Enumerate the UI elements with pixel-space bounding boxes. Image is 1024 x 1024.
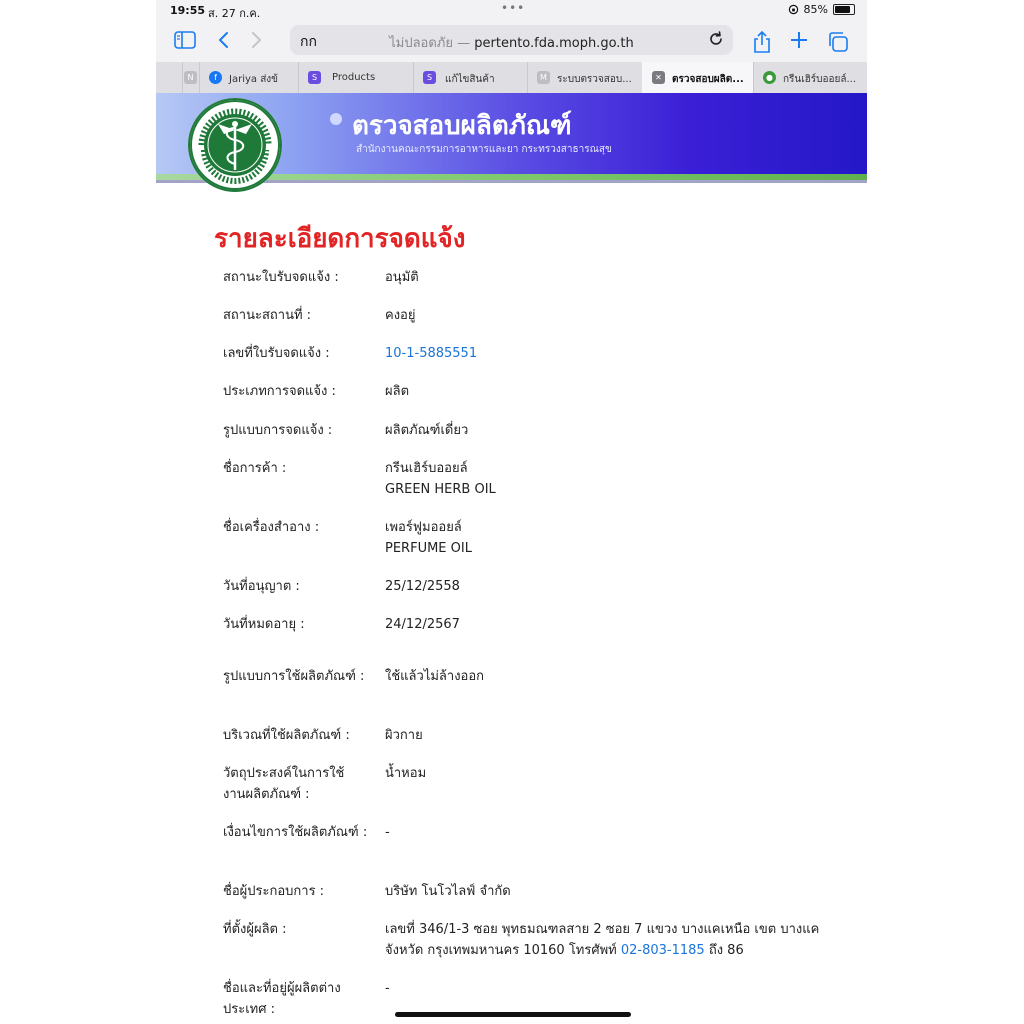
date: ส. 27 ก.ค.	[208, 7, 261, 20]
row-label: บริเวณที่ใช้ผลิตภัณฑ์ :	[223, 728, 350, 743]
row-value	[385, 458, 825, 500]
battery-percent: 85%	[803, 3, 828, 16]
row-label: ชื่อการค้า :	[223, 461, 287, 476]
back-icon[interactable]	[210, 28, 236, 54]
row-value: น้ำหอม	[385, 766, 427, 781]
tab-label: ตรวจสอบผลิต...	[672, 74, 744, 85]
row-label: สถานะสถานที่ :	[223, 308, 312, 323]
notification-number-link[interactable]: 10-1-5885551	[385, 346, 478, 361]
tab-label: แก้ไขสินค้า	[445, 74, 495, 85]
row-value: บริษัท โนโวไลฟ์ จำกัด	[385, 884, 511, 899]
row-value: 25/12/2558	[385, 579, 460, 594]
url-host: pertento.fda.moph.go.th	[474, 36, 634, 51]
banner-title: ตรวจสอบผลิตภัณฑ์	[352, 111, 572, 141]
tab-green-herb[interactable]	[753, 62, 867, 93]
row-label: เลขที่ใบรับจดแจ้ง :	[223, 346, 330, 361]
ipad-screen	[156, 0, 867, 1024]
close-icon[interactable]: ✕	[652, 71, 665, 84]
insecure-label: ไม่ปลอดภัย —	[389, 36, 475, 51]
row-label: วันที่หมดอายุ :	[223, 617, 305, 632]
row-value	[385, 919, 825, 961]
tab-strip	[156, 62, 867, 94]
m-icon: M	[537, 71, 550, 84]
row-value: -	[385, 981, 390, 996]
address-text: เลขที่ 346/1-3 ซอย พุทธมณฑลสาย 2 ซอย 7 แขวง บางแคเหนือ เขต บางแค จังหวัด กรุงเทพมหานคร 10160 โทรศัพท์	[385, 922, 820, 958]
cosmetic-name-english: PERFUME OIL	[385, 541, 472, 556]
tab-products[interactable]	[298, 62, 414, 93]
cosmetic-name-thai: เพอร์ฟูมออยล์	[385, 520, 462, 535]
row-value: ผิวกาย	[385, 728, 423, 743]
reader-button[interactable]: กก	[300, 34, 317, 50]
row-label: รูปแบบการจดแจ้ง :	[223, 423, 333, 438]
trade-name-thai: กรีนเฮิร์บออยล์	[385, 461, 468, 476]
row-label: ที่ตั้งผู้ผลิต :	[223, 922, 287, 937]
sidebar-icon[interactable]	[172, 28, 198, 54]
phone-link[interactable]: 02-803-1185	[620, 943, 705, 958]
address-bar[interactable]	[290, 25, 733, 55]
new-tab-icon[interactable]	[786, 28, 812, 54]
clock: 19:55	[170, 4, 206, 17]
row-label: ชื่อเครื่องสำอาง :	[223, 520, 320, 535]
battery-icon	[833, 4, 855, 15]
row-value: ผลิตภัณฑ์เดี่ยว	[385, 423, 469, 438]
share-icon[interactable]	[749, 28, 775, 54]
page-heading: รายละเอียดการจดแจ้ง	[214, 224, 466, 254]
tab-product-check[interactable]	[642, 62, 754, 93]
site-icon: ●	[763, 71, 776, 84]
tab-label: ระบบตรวจสอบ...	[557, 74, 632, 85]
row-value: 24/12/2567	[385, 617, 460, 632]
detail-row-usage-format	[223, 666, 843, 710]
row-value: ผลิต	[385, 384, 410, 399]
detail-row-purpose	[223, 763, 843, 807]
ministry-seal-logo	[188, 98, 282, 192]
row-label: สถานะใบรับจดแจ้ง :	[223, 270, 339, 285]
tab-label: Jariya ส่งข้	[229, 74, 279, 85]
orientation-lock-icon	[788, 4, 799, 15]
battery-level	[835, 6, 850, 13]
row-value: ใช้แล้วไม่ล้างออก	[385, 669, 485, 684]
status-right	[788, 3, 855, 16]
row-label: ชื่อผู้ประกอบการ :	[223, 884, 325, 899]
banner-dot	[330, 113, 342, 125]
row-label: เงื่อนไขการใช้ผลิตภัณฑ์ :	[223, 825, 368, 840]
row-value: อนุมัติ	[385, 270, 419, 285]
status-bar	[156, 0, 867, 20]
tab-0[interactable]	[156, 62, 183, 93]
facebook-icon: f	[209, 71, 222, 84]
detail-row-cosmetic-name	[223, 517, 843, 561]
tab-label: Products	[332, 72, 376, 83]
row-label: รูปแบบการใช้ผลิตภัณฑ์ :	[223, 669, 365, 684]
multitasking-dots-icon[interactable]: •••	[501, 1, 526, 15]
app-icon: S	[423, 71, 436, 84]
row-value: -	[385, 825, 390, 840]
detail-row-conditions	[223, 822, 843, 866]
trade-name-english: GREEN HERB OIL	[385, 482, 496, 497]
url-text[interactable]	[290, 32, 733, 53]
phone-suffix: ถึง 86	[704, 943, 744, 958]
tab-n[interactable]	[182, 62, 200, 93]
row-label: วัตถุประสงค์ในการใช้งานผลิตภัณฑ์ :	[223, 766, 345, 802]
n-icon: N	[184, 71, 197, 84]
tab-facebook[interactable]	[199, 62, 299, 93]
home-indicator[interactable]	[395, 1012, 631, 1017]
banner-subtitle: สำนักงานคณะกรรมการอาหารและยา กระทรวงสาธารณสุข	[356, 144, 612, 155]
tabs-overview-icon[interactable]	[825, 28, 851, 54]
reload-icon[interactable]	[707, 30, 725, 52]
browser-toolbar	[156, 20, 867, 62]
tab-label: กรีนเฮิร์บออยล์...	[783, 74, 857, 85]
row-label: วันที่อนุญาต :	[223, 579, 300, 594]
row-value	[385, 517, 825, 559]
tab-edit-product[interactable]	[413, 62, 528, 93]
app-icon: S	[308, 71, 321, 84]
detail-row-trade-name	[223, 458, 843, 502]
row-label: ชื่อและที่อยู่ผู้ผลิตต่างประเทศ :	[223, 981, 341, 1017]
detail-row-manufacturer-address	[223, 919, 843, 963]
tab-check-system[interactable]	[527, 62, 643, 93]
row-value: คงอยู่	[385, 308, 416, 323]
row-label: ประเภทการจดแจ้ง :	[223, 384, 336, 399]
forward-icon[interactable]	[244, 28, 270, 54]
